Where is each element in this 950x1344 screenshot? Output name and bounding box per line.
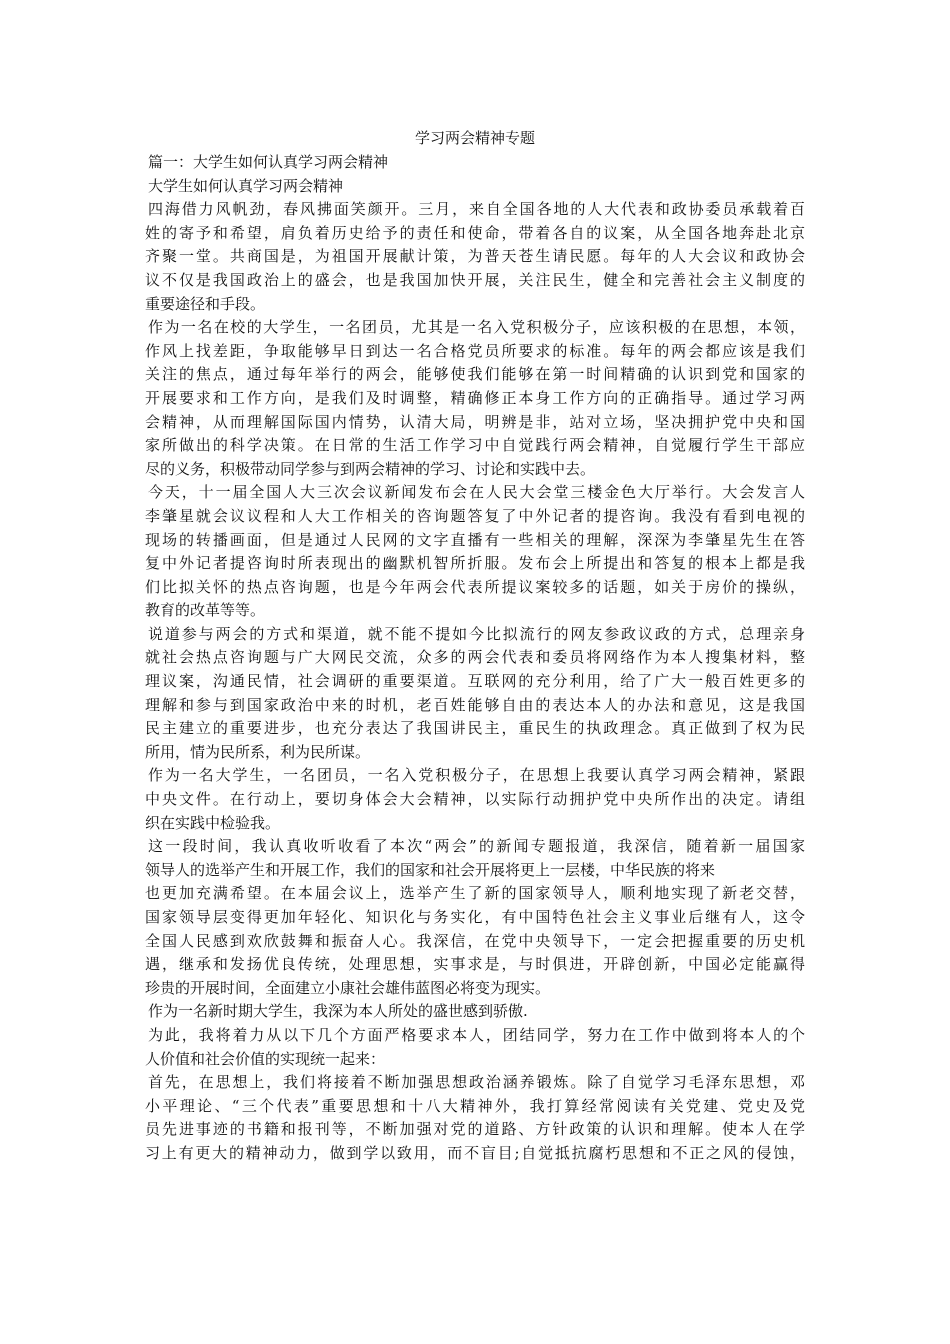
text-line: 复中外记者提咨询时所表现出的幽默机智所折服。发布会上所提出和答复的根本上都是我 — [145, 554, 805, 573]
text-line: 开展要求和工作方向，是我们及时调整，精确修正本身工作方向的正确指导。通过学习两 — [145, 388, 805, 407]
text-line: 理议案，沟通民情，社会调研的重要渠道。互联网的充分利用，给了广大一般百姓更多的 — [145, 672, 805, 691]
text-line: 议不仅是我国政治上的盛会，也是我国加快开展，关注民生，健全和完善社会主义制度的 — [145, 270, 805, 289]
text-line: 珍贵的开展时间，全面建立小康社会雄伟蓝图必将变为现实。 — [145, 978, 551, 997]
text-line: 作风上找差距，争取能够早日到达一名合格党员所要求的标准。每年的两会都应该是我们 — [145, 341, 805, 360]
text-line: 作为一名在校的大学生，一名团员，尤其是一名入党积极分子，应该积极的在思想，本领， — [148, 318, 805, 337]
text-line: 重要途径和手段。 — [145, 294, 266, 313]
text-line: 关注的焦点，通过每年举行的两会，能够使我们能够在第一时间精确的认识到党和国家的 — [145, 365, 805, 384]
text-line: 作为一名新时期大学生，我深为本人所处的盛世感到骄傲. — [148, 1002, 528, 1021]
text-line: 作为一名大学生，一名团员，一名入党积极分子，在思想上我要认真学习两会精神，紧跟 — [148, 766, 805, 785]
text-line: 教育的改革等等。 — [145, 601, 266, 620]
text-line: 习上有更大的精神动力，做到学以致用，而不盲目;自觉抵抗腐朽思想和不正之风的侵蚀， — [145, 1143, 805, 1162]
text-line: 所用，情为民所系，利为民所谋。 — [145, 742, 371, 761]
text-line: 小平理论、“三个代表”重要思想和十八大精神外，我打算经常阅读有关党建、党史及党 — [145, 1096, 805, 1115]
text-line: 尽的义务，积极带动同学参与到两会精神的学习、讨论和实践中去。 — [145, 459, 596, 478]
text-line: 也更加充满希望。在本届会议上，选举产生了新的国家领导人，顺利地实现了新老交替， — [145, 884, 805, 903]
text-line: 为此，我将着力从以下几个方面严格要求本人，团结同学，努力在工作中做到将本人的个 — [148, 1025, 805, 1044]
text-line: 人价值和社会价值的实现统一起来： — [145, 1049, 386, 1068]
document-body — [145, 151, 805, 1166]
text-line: 们比拟关怀的热点咨询题，也是今年两会代表所提议案较多的话题，如关于房价的操纵， — [145, 577, 805, 596]
document-title: 学习两会精神专题 — [414, 129, 535, 147]
text-line: 李肇星就会议议程和人大工作相关的咨询题答复了中外记者的提咨询。我没有看到电视的 — [145, 506, 805, 525]
text-line: 首先，在思想上，我们将接着不断加强思想政治涵养锻炼。除了自觉学习毛泽东思想，邓 — [148, 1073, 805, 1092]
text-line: 理解和参与到国家政治中来的时机，老百姓能够自由的表达本人的办法和意见，这是我国 — [145, 695, 805, 714]
text-line: 现场的转播画面，但是通过人民网的文字直播有一些相关的理解，深深为李肇星先生在答 — [145, 530, 805, 549]
text-line: 家所做出的科学决策。在日常的生活工作学习中自觉践行两会精神，自觉履行学生干部应 — [145, 436, 805, 455]
text-line: 全国人民感到欢欣鼓舞和振奋人心。我深信，在党中央领导下，一定会把握重要的历史机 — [145, 931, 805, 950]
text-line: 就社会热点咨询题与广大网民交流，众多的两会代表和委员将网络作为本人搜集材料，整 — [145, 648, 805, 667]
text-line: 国家领导层变得更加年轻化、知识化与务实化，有中国特色社会主义事业后继有人，这令 — [145, 908, 805, 926]
text-line: 四海借力风帆劲，春风拂面笑颜开。三月，来自全国各地的人大代表和政协委员承载着百 — [148, 200, 805, 219]
text-line: 齐聚一堂。共商国是，为祖国开展献计策，为普天苍生请民愿。每年的人大会议和政协会 — [145, 247, 805, 266]
text-line: 领导人的选举产生和开展工作，我们的国家和社会开展将更上一层楼，中华民族的将来 — [145, 860, 716, 879]
text-line: 说道参与两会的方式和渠道，就不能不提如今比拟流行的网友参政议政的方式，总理亲身 — [148, 624, 805, 643]
text-line: 姓的寄予和希望，肩负着历史给予的责任和使命，带着各自的议案，从全国各地奔赴北京 — [145, 223, 805, 242]
text-line: 员先进事迹的书籍和报刊等，不断加强对党的道路、方针政策的认识和理解。使本人在学 — [145, 1120, 805, 1139]
text-line: 遇，继承和发扬优良传统，处理思想，实事求是，与时俱进，开辟创新，中国必定能赢得 — [145, 955, 805, 974]
text-line: 织在实践中检验我。 — [145, 813, 281, 832]
text-line: 这一段时间，我认真收听收看了本次“两会”的新闻专题报道，我深信，随着新一届国家 — [148, 837, 805, 856]
text-line: 民主建立的重要进步，也充分表达了我国讲民主，重民生的执政理念。真正做到了权为民 — [145, 719, 805, 738]
text-line: 会精神，从而理解国际国内情势，认清大局，明辨是非，站对立场，坚决拥护党中央和国 — [145, 412, 805, 431]
text-line: 中央文件。在行动上，要切身体会大会精神，以实际行动拥护党中央所作出的决定。请组 — [145, 790, 805, 809]
text-line: 大学生如何认真学习两会精神 — [148, 176, 344, 195]
text-line: 篇一：大学生如何认真学习两会精神 — [148, 153, 389, 171]
text-line: 今天，十一届全国人大三次会议新闻发布会在人民大会堂三楼金色大厅举行。大会发言人 — [148, 483, 805, 502]
